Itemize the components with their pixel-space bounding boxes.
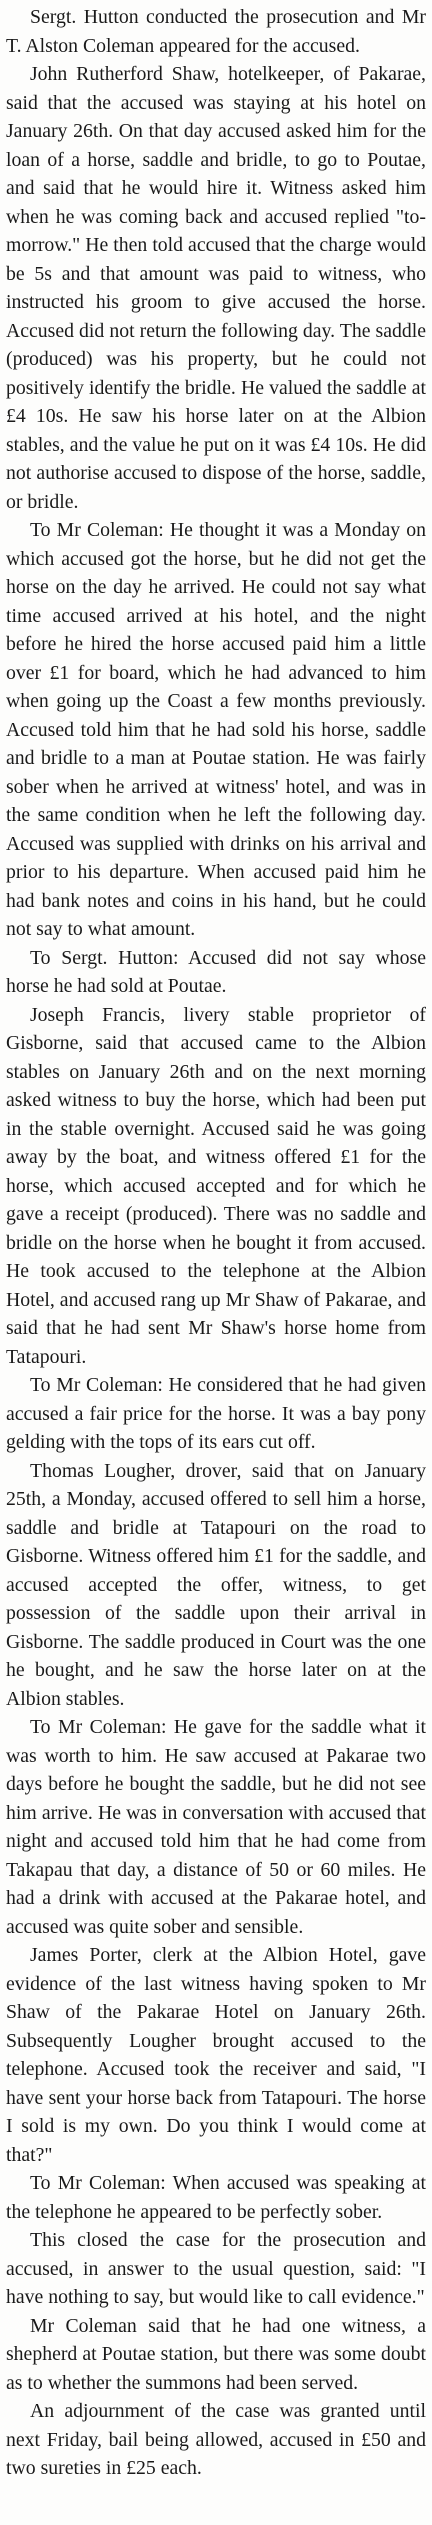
paragraph-case-closed: This closed the case for the prosecution and accused, in answer to the usual question, said: "I have nothing to say, but would like to call evidence." [6, 2229, 426, 2308]
paragraph-porter-evidence: James Porter, clerk at the Albion Hotel, gave evidence of the last witness having spoken to Mr Shaw of the Pakarae Hotel on January 26th. Subsequently Lougher brought accused to the telephone. Accused took the receiver and said, "I have sent your horse back from Tatapouri. The horse I sold is my own. Do you think I would come at that?" [6, 1944, 426, 2166]
paragraph-shaw-evidence: John Rutherford Shaw, hotelkeeper, of Pakarae, said that the accused was staying at his hotel on January 26th. On that day accused asked him for the loan of a horse, saddle and bridle, to go to Poutae, and said that he would hire it. Witness asked him when he was coming back and accused replied "to-morrow." He then told accused that the charge would be 5s and that amount was paid to witness, who instructed his groom to give accused the horse. Accused did not return the following day. The saddle (produced) was his property, but he could not positively identify the bridle. He valued the saddle at £4 10s. He saw his horse later on at the Albion stables, and the value he put on it was £4 10s. He did not authorise accused to dispose of the horse, saddle, or bridle. [6, 63, 426, 513]
paragraph-adjournment: An adjournment of the case was granted until next Friday, bail being allowed, accused in £50 and two sureties in £25 each. [6, 2400, 426, 2479]
paragraph-prosecution-intro: Sergt. Hutton conducted the prosecution and Mr T. Alston Coleman appeared for the accused. [6, 6, 426, 57]
paragraph-shaw-cross-examination: To Mr Coleman: He thought it was a Monday on which accused got the horse, but he did not get the horse on the day he arrived. He could not say what time accused arrived at his hotel, and the night before he hired the horse accused paid him a little over £1 for board, which he had advanced to him when going up the Coast a few months previously. Accused told him that he had sold his horse, saddle and bridle to a man at Poutae station. He was fairly sober when he arrived at witness' hotel, and was in the same condition when he left the following day. Accused was supplied with drinks on his arrival and prior to his departure. When accused paid him he had bank notes and coins in his hand, but he could not say to what amount. [6, 519, 426, 940]
paragraph-lougher-cross-examination: To Mr Coleman: He gave for the saddle what it was worth to him. He saw accused at Pakarae two days before he bought the saddle, but he did not see him arrive. He was in conversation with accused that night and accused told him that he had come from Takapau that day, a distance of 50 or 60 miles. He had a drink with accused at the Pakarae hotel, and accused was quite sober and sensible. [6, 1716, 426, 1938]
paragraph-lougher-evidence: Thomas Lougher, drover, said that on January 25th, a Monday, accused offered to sell him a horse, saddle and bridle at Tatapouri on the road to Gisborne. Witness offered him £1 for the saddle, and accused accepted the offer, witness, to get possession of the saddle upon their arrival in Gisborne. The saddle produced in Court was the one he bought, and he saw the horse later on at the Albion stables. [6, 1459, 426, 1710]
paragraph-shaw-reexamination: To Sergt. Hutton: Accused did not say whose horse he had sold at Poutae. [6, 946, 426, 997]
paragraph-francis-evidence: Joseph Francis, livery stable proprietor of Gisborne, said that accused came to the Albion stables on January 26th and on the next morning asked witness to buy the horse, which had been put in the stable overnight. Accused said he was going away by the boat, and witness offered £1 for the horse, which accused accepted and for which he gave a receipt (produced). There was no saddle and bridle on the horse when he bought it from accused. He took accused to the telephone at the Albion Hotel, and accused rang up Mr Shaw of Pakarae, and said that he had sent Mr Shaw's horse home from Tatapouri. [6, 1003, 426, 1368]
paragraph-defence-witness: Mr Coleman said that he had one witness, a shepherd at Poutae station, but there was some doubt as to whether the summons had been served. [6, 2314, 426, 2394]
paragraph-porter-cross-examination: To Mr Coleman: When accused was speaking at the telephone he appeared to be perfectly sober. [6, 2172, 426, 2223]
paragraph-francis-cross-examination: To Mr Coleman: He considered that he had given accused a fair price for the horse. It was a bay pony gelding with the tops of its ears cut off. [6, 1374, 426, 1453]
